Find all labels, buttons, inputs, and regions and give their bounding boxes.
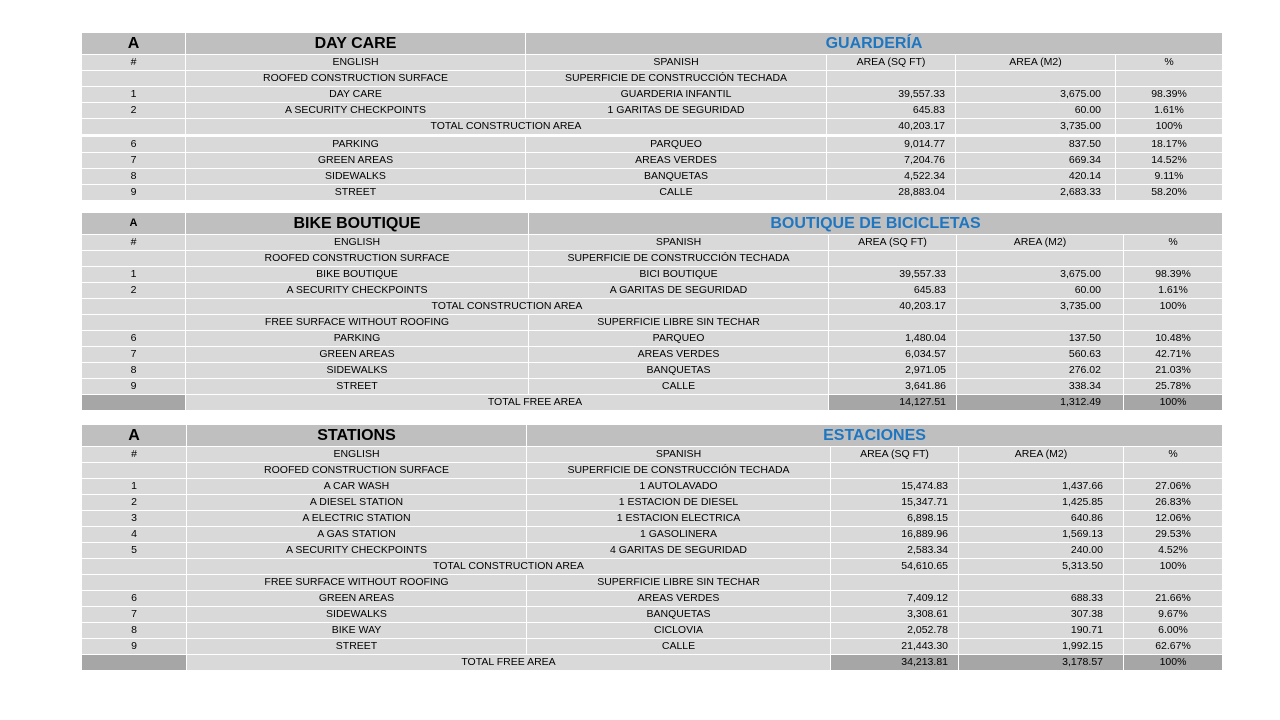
roofed-header-row [82,251,1223,267]
section-title-row [82,425,1223,447]
row-spanish: AREAS VERDES [527,591,831,607]
header-spanish: SPANISH [527,447,831,463]
row-area-m2: 2,683.33 [956,185,1116,201]
table-row [82,607,1223,623]
free-surface-header-row [82,575,1223,591]
row-area-m2: 420.14 [956,169,1116,185]
total-construction-row [82,299,1223,315]
section-label: A [82,213,186,235]
roofed-label-spanish: SUPERFICIE DE CONSTRUCCIÓN TECHADA [529,251,829,267]
row-number: 2 [82,103,186,119]
row-area-m2: 1,437.66 [959,479,1124,495]
section-title-english: BIKE BOUTIQUE [186,213,529,235]
table-row [82,153,1223,169]
row-area-sqft: 7,409.12 [831,591,959,607]
row-number: 2 [82,495,187,511]
column-header-row [82,235,1223,251]
total-construction-percent: 100% [1116,119,1223,136]
roofed-label-english: ROOFED CONSTRUCTION SURFACE [186,251,529,267]
row-spanish: PARQUEO [526,136,827,153]
header-english: ENGLISH [186,55,526,71]
header-percent: % [1116,55,1223,71]
table-row [82,87,1223,103]
table-row [82,347,1223,363]
row-percent: 62.67% [1124,639,1223,655]
table-row [82,363,1223,379]
row-area-sqft: 1,480.04 [829,331,957,347]
row-area-sqft: 6,034.57 [829,347,957,363]
row-area-sqft: 9,014.77 [827,136,956,153]
row-number: 8 [82,363,186,379]
table-row [82,267,1223,283]
row-spanish: CALLE [529,379,829,395]
row-percent: 4.52% [1124,543,1223,559]
row-number: 9 [82,639,187,655]
roofed-label-english: ROOFED CONSTRUCTION SURFACE [186,71,526,87]
row-percent: 98.39% [1116,87,1223,103]
table-row [82,169,1223,185]
bike-boutique-table [81,212,1223,411]
header-number: # [82,235,186,251]
total-construction-row [82,119,1223,136]
row-percent: 98.39% [1124,267,1223,283]
row-area-sqft: 7,204.76 [827,153,956,169]
row-number: 1 [82,267,186,283]
section-label: A [82,425,187,447]
row-area-sqft: 15,474.83 [831,479,959,495]
row-number: 2 [82,283,186,299]
total-free-sqft: 34,213.81 [831,655,959,671]
header-area-m2: AREA (M2) [957,235,1124,251]
row-english: A GAS STATION [187,527,527,543]
header-english: ENGLISH [187,447,527,463]
roofed-header-row [82,463,1223,479]
row-spanish: BANQUETAS [527,607,831,623]
row-number: 1 [82,479,187,495]
row-number: 1 [82,87,186,103]
row-spanish: 1 ESTACION ELECTRICA [527,511,831,527]
header-area-sqft: AREA (SQ FT) [827,55,956,71]
row-area-m2: 1,569.13 [959,527,1124,543]
total-construction-m2: 5,313.50 [959,559,1124,575]
row-area-sqft: 3,308.61 [831,607,959,623]
total-construction-label: TOTAL CONSTRUCTION AREA [187,559,831,575]
row-english: BIKE WAY [187,623,527,639]
header-number: # [82,55,186,71]
row-number: 6 [82,136,186,153]
row-spanish: A GARITAS DE SEGURIDAD [529,283,829,299]
header-area-m2: AREA (M2) [959,447,1124,463]
header-percent: % [1124,235,1223,251]
header-spanish: SPANISH [529,235,829,251]
row-area-sqft: 645.83 [829,283,957,299]
row-area-m2: 560.63 [957,347,1124,363]
row-area-sqft: 4,522.34 [827,169,956,185]
table-row [82,331,1223,347]
total-construction-label: TOTAL CONSTRUCTION AREA [186,299,829,315]
row-english: STREET [187,639,527,655]
total-construction-sqft: 40,203.17 [829,299,957,315]
row-number: 6 [82,331,186,347]
row-percent: 6.00% [1124,623,1223,639]
table-row [82,185,1223,201]
row-area-sqft: 16,889.96 [831,527,959,543]
total-construction-m2: 3,735.00 [957,299,1124,315]
table-row [82,103,1223,119]
row-percent: 58.20% [1116,185,1223,201]
row-area-m2: 669.34 [956,153,1116,169]
row-english: A SECURITY CHECKPOINTS [186,103,526,119]
row-percent: 29.53% [1124,527,1223,543]
section-title-spanish: ESTACIONES [527,425,1223,447]
row-spanish: BICI BOUTIQUE [529,267,829,283]
table-row [82,495,1223,511]
row-english: SIDEWALKS [186,363,529,379]
row-spanish: BANQUETAS [529,363,829,379]
total-free-m2: 3,178.57 [959,655,1124,671]
row-spanish: 1 AUTOLAVADO [527,479,831,495]
row-spanish: BANQUETAS [526,169,827,185]
total-free-percent: 100% [1124,395,1223,411]
row-area-m2: 3,675.00 [957,267,1124,283]
row-number: 8 [82,169,186,185]
total-free-sqft: 14,127.51 [829,395,957,411]
row-english: A ELECTRIC STATION [187,511,527,527]
free-label-english: FREE SURFACE WITHOUT ROOFING [186,315,529,331]
free-label-english: FREE SURFACE WITHOUT ROOFING [187,575,527,591]
free-label-spanish: SUPERFICIE LIBRE SIN TECHAR [529,315,829,331]
row-area-m2: 1,992.15 [959,639,1124,655]
row-number: 7 [82,153,186,169]
row-area-m2: 276.02 [957,363,1124,379]
row-area-sqft: 6,898.15 [831,511,959,527]
row-number: 3 [82,511,187,527]
row-area-m2: 137.50 [957,331,1124,347]
row-english: A CAR WASH [187,479,527,495]
row-spanish: 4 GARITAS DE SEGURIDAD [527,543,831,559]
table-row [82,511,1223,527]
header-area-sqft: AREA (SQ FT) [829,235,957,251]
row-percent: 25.78% [1124,379,1223,395]
row-english: STREET [186,379,529,395]
row-spanish: CALLE [526,185,827,201]
row-spanish: 1 GASOLINERA [527,527,831,543]
row-number: 6 [82,591,187,607]
table-row [82,283,1223,299]
row-percent: 9.11% [1116,169,1223,185]
table-row [82,136,1223,153]
section-label: A [82,33,186,55]
row-english: A SECURITY CHECKPOINTS [186,283,529,299]
total-free-row [82,655,1223,671]
row-area-m2: 307.38 [959,607,1124,623]
row-number: 7 [82,607,187,623]
total-construction-percent: 100% [1124,559,1223,575]
row-percent: 21.66% [1124,591,1223,607]
row-percent: 1.61% [1116,103,1223,119]
header-spanish: SPANISH [526,55,827,71]
row-spanish: AREAS VERDES [526,153,827,169]
row-area-sqft: 15,347.71 [831,495,959,511]
header-percent: % [1124,447,1223,463]
row-area-m2: 240.00 [959,543,1124,559]
total-construction-m2: 3,735.00 [956,119,1116,136]
free-surface-header-row [82,315,1223,331]
row-area-m2: 1,425.85 [959,495,1124,511]
row-spanish: CICLOVIA [527,623,831,639]
total-free-percent: 100% [1124,655,1223,671]
table-row [82,543,1223,559]
row-spanish: GUARDERIA INFANTIL [526,87,827,103]
day-care-table [81,32,1223,201]
table-row [82,591,1223,607]
table-row [82,479,1223,495]
total-free-m2: 1,312.49 [957,395,1124,411]
header-number: # [82,447,187,463]
row-english: GREEN AREAS [186,153,526,169]
header-area-sqft: AREA (SQ FT) [831,447,959,463]
row-area-m2: 190.71 [959,623,1124,639]
row-percent: 10.48% [1124,331,1223,347]
row-percent: 12.06% [1124,511,1223,527]
row-area-m2: 640.86 [959,511,1124,527]
row-area-sqft: 39,557.33 [827,87,956,103]
row-english: BIKE BOUTIQUE [186,267,529,283]
row-english: GREEN AREAS [187,591,527,607]
total-construction-row [82,559,1223,575]
section-title-english: STATIONS [187,425,527,447]
header-english: ENGLISH [186,235,529,251]
row-area-sqft: 2,583.34 [831,543,959,559]
row-percent: 42.71% [1124,347,1223,363]
row-english: SIDEWALKS [187,607,527,623]
total-construction-sqft: 40,203.17 [827,119,956,136]
stations-table [81,424,1223,671]
total-construction-sqft: 54,610.65 [831,559,959,575]
row-english: A SECURITY CHECKPOINTS [187,543,527,559]
row-spanish: 1 ESTACION DE DIESEL [527,495,831,511]
row-area-sqft: 2,052.78 [831,623,959,639]
row-percent: 14.52% [1116,153,1223,169]
row-percent: 9.67% [1124,607,1223,623]
roofed-header-row [82,71,1223,87]
row-area-sqft: 21,443.30 [831,639,959,655]
row-area-sqft: 28,883.04 [827,185,956,201]
row-area-m2: 837.50 [956,136,1116,153]
row-english: DAY CARE [186,87,526,103]
row-number: 7 [82,347,186,363]
total-construction-label: TOTAL CONSTRUCTION AREA [186,119,827,136]
table-row [82,379,1223,395]
section-title-english: DAY CARE [186,33,526,55]
section-title-spanish: BOUTIQUE DE BICICLETAS [529,213,1223,235]
table-row [82,623,1223,639]
row-number: 9 [82,379,186,395]
free-label-spanish: SUPERFICIE LIBRE SIN TECHAR [527,575,831,591]
row-area-m2: 688.33 [959,591,1124,607]
section-title-spanish: GUARDERÍA [526,33,1223,55]
row-percent: 1.61% [1124,283,1223,299]
row-english: SIDEWALKS [186,169,526,185]
row-number: 5 [82,543,187,559]
column-header-row [82,447,1223,463]
row-spanish: AREAS VERDES [529,347,829,363]
roofed-label-english: ROOFED CONSTRUCTION SURFACE [187,463,527,479]
row-english: STREET [186,185,526,201]
row-spanish: 1 GARITAS DE SEGURIDAD [526,103,827,119]
row-number: 4 [82,527,187,543]
row-english: GREEN AREAS [186,347,529,363]
row-number: 8 [82,623,187,639]
table-row [82,527,1223,543]
row-area-m2: 338.34 [957,379,1124,395]
row-english: A DIESEL STATION [187,495,527,511]
row-number: 9 [82,185,186,201]
row-percent: 21.03% [1124,363,1223,379]
row-percent: 27.06% [1124,479,1223,495]
total-free-label: TOTAL FREE AREA [187,655,831,671]
row-area-m2: 3,675.00 [956,87,1116,103]
row-percent: 18.17% [1116,136,1223,153]
row-percent: 26.83% [1124,495,1223,511]
section-title-row [82,33,1223,55]
row-area-sqft: 39,557.33 [829,267,957,283]
row-spanish: PARQUEO [529,331,829,347]
total-construction-percent: 100% [1124,299,1223,315]
total-free-label: TOTAL FREE AREA [186,395,829,411]
roofed-label-spanish: SUPERFICIE DE CONSTRUCCIÓN TECHADA [526,71,827,87]
row-spanish: CALLE [527,639,831,655]
section-title-row [82,213,1223,235]
roofed-label-spanish: SUPERFICIE DE CONSTRUCCIÓN TECHADA [527,463,831,479]
row-area-sqft: 3,641.86 [829,379,957,395]
row-english: PARKING [186,331,529,347]
row-english: PARKING [186,136,526,153]
table-row [82,639,1223,655]
column-header-row [82,55,1223,71]
row-area-sqft: 2,971.05 [829,363,957,379]
row-area-m2: 60.00 [956,103,1116,119]
header-area-m2: AREA (M2) [956,55,1116,71]
row-area-m2: 60.00 [957,283,1124,299]
row-area-sqft: 645.83 [827,103,956,119]
total-free-row [82,395,1223,411]
